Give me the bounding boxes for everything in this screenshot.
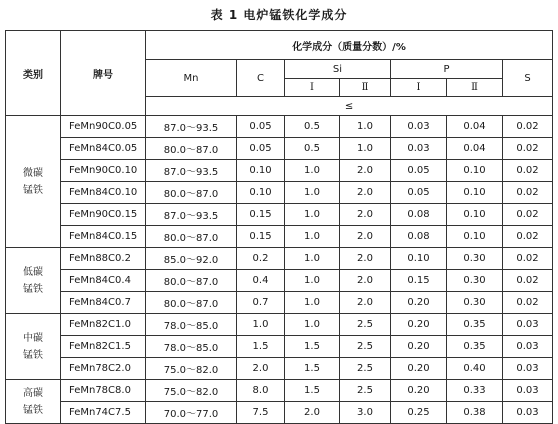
category-cell: 高碳锰铁 — [6, 380, 61, 424]
s-cell: 0.02 — [503, 248, 553, 270]
p2-cell: 0.10 — [447, 182, 503, 204]
grade-cell: FeMn90C0.10 — [61, 160, 146, 182]
header-p-i: Ⅰ — [391, 79, 447, 97]
p1-cell: 0.20 — [391, 292, 447, 314]
p2-cell: 0.04 — [447, 138, 503, 160]
si2-cell: 2.0 — [340, 292, 391, 314]
mn-cell: 80.0～87.0 — [146, 182, 237, 204]
category-cell: 微碳锰铁 — [6, 116, 61, 248]
si1-cell: 1.0 — [285, 204, 340, 226]
si1-cell: 1.0 — [285, 292, 340, 314]
table-body — [6, 116, 553, 424]
c-cell: 2.0 — [237, 358, 285, 380]
c-cell: 0.05 — [237, 116, 285, 138]
mn-cell: 80.0～87.0 — [146, 292, 237, 314]
header-c: C — [237, 60, 285, 97]
si1-cell: 1.5 — [285, 380, 340, 402]
category-cell: 中碳锰铁 — [6, 314, 61, 380]
header-si-i: Ⅰ — [285, 79, 340, 97]
s-cell: 0.02 — [503, 182, 553, 204]
mn-cell: 87.0～93.5 — [146, 116, 237, 138]
si2-cell: 2.5 — [340, 336, 391, 358]
s-cell: 0.03 — [503, 314, 553, 336]
si2-cell: 3.0 — [340, 402, 391, 424]
c-cell: 7.5 — [237, 402, 285, 424]
si1-cell: 1.5 — [285, 336, 340, 358]
grade-cell: FeMn82C1.5 — [61, 336, 146, 358]
si2-cell: 2.0 — [340, 182, 391, 204]
c-cell: 8.0 — [237, 380, 285, 402]
table-caption: 表 1 电炉锰铁化学成分 — [210, 8, 348, 22]
si2-cell: 2.0 — [340, 160, 391, 182]
grade-cell: FeMn78C8.0 — [61, 380, 146, 402]
table-row — [6, 182, 553, 204]
p1-cell: 0.05 — [391, 160, 447, 182]
mn-cell: 80.0～87.0 — [146, 270, 237, 292]
mn-cell: 78.0～85.0 — [146, 336, 237, 358]
s-cell: 0.03 — [503, 358, 553, 380]
mn-cell: 70.0～77.0 — [146, 402, 237, 424]
grade-cell: FeMn82C1.0 — [61, 314, 146, 336]
p1-cell: 0.03 — [391, 116, 447, 138]
mn-cell: 80.0～87.0 — [146, 138, 237, 160]
grade-cell: FeMn84C0.4 — [61, 270, 146, 292]
si1-cell: 1.5 — [285, 358, 340, 380]
header-composition: 化学成分（质量分数）/% — [146, 31, 553, 60]
p1-cell: 0.08 — [391, 204, 447, 226]
c-cell: 1.5 — [237, 336, 285, 358]
si1-cell: 1.0 — [285, 182, 340, 204]
p2-cell: 0.40 — [447, 358, 503, 380]
p1-cell: 0.20 — [391, 358, 447, 380]
si2-cell: 2.0 — [340, 226, 391, 248]
p2-cell: 0.30 — [447, 270, 503, 292]
header-p-ii: Ⅱ — [447, 79, 503, 97]
table-row — [6, 160, 553, 182]
s-cell: 0.02 — [503, 292, 553, 314]
p1-cell: 0.03 — [391, 138, 447, 160]
s-cell: 0.03 — [503, 380, 553, 402]
table-row — [6, 380, 553, 402]
si1-cell: 0.5 — [285, 116, 340, 138]
table-row — [6, 116, 553, 138]
p1-cell: 0.10 — [391, 248, 447, 270]
si1-cell: 1.0 — [285, 270, 340, 292]
p2-cell: 0.35 — [447, 336, 503, 358]
mn-cell: 75.0～82.0 — [146, 358, 237, 380]
header-si: Si — [285, 60, 391, 79]
p1-cell: 0.25 — [391, 402, 447, 424]
c-cell: 0.2 — [237, 248, 285, 270]
c-cell: 0.10 — [237, 182, 285, 204]
p2-cell: 0.30 — [447, 292, 503, 314]
p2-cell: 0.30 — [447, 248, 503, 270]
category-cell: 低碳锰铁 — [6, 248, 61, 314]
s-cell: 0.02 — [503, 204, 553, 226]
p1-cell: 0.20 — [391, 336, 447, 358]
si2-cell: 2.0 — [340, 270, 391, 292]
header-category: 类别 — [6, 31, 61, 116]
s-cell: 0.02 — [503, 138, 553, 160]
p1-cell: 0.20 — [391, 380, 447, 402]
s-cell: 0.03 — [503, 402, 553, 424]
grade-cell: FeMn74C7.5 — [61, 402, 146, 424]
si2-cell: 2.0 — [340, 204, 391, 226]
header-p: P — [391, 60, 503, 79]
p1-cell: 0.05 — [391, 182, 447, 204]
p2-cell: 0.10 — [447, 226, 503, 248]
p2-cell: 0.38 — [447, 402, 503, 424]
p2-cell: 0.35 — [447, 314, 503, 336]
table-row — [6, 248, 553, 270]
table-row — [6, 204, 553, 226]
si1-cell: 1.0 — [285, 160, 340, 182]
s-cell: 0.02 — [503, 116, 553, 138]
mn-cell: 87.0～93.5 — [146, 204, 237, 226]
grade-cell: FeMn90C0.15 — [61, 204, 146, 226]
c-cell: 0.7 — [237, 292, 285, 314]
grade-cell: FeMn90C0.05 — [61, 116, 146, 138]
p2-cell: 0.10 — [447, 204, 503, 226]
header-s: S — [503, 60, 553, 97]
s-cell: 0.02 — [503, 270, 553, 292]
mn-cell: 75.0～82.0 — [146, 380, 237, 402]
header-mn: Mn — [146, 60, 237, 97]
s-cell: 0.02 — [503, 226, 553, 248]
si2-cell: 2.5 — [340, 314, 391, 336]
table-header — [6, 31, 553, 116]
table-row — [6, 358, 553, 380]
s-cell: 0.03 — [503, 336, 553, 358]
mn-cell: 80.0～87.0 — [146, 226, 237, 248]
si1-cell: 1.0 — [285, 226, 340, 248]
table-row — [6, 336, 553, 358]
grade-cell: FeMn84C0.05 — [61, 138, 146, 160]
p2-cell: 0.33 — [447, 380, 503, 402]
grade-cell: FeMn88C0.2 — [61, 248, 146, 270]
table-row — [6, 270, 553, 292]
grade-cell: FeMn78C2.0 — [61, 358, 146, 380]
si2-cell: 1.0 — [340, 116, 391, 138]
table-row — [6, 138, 553, 160]
c-cell: 0.10 — [237, 160, 285, 182]
grade-cell: FeMn84C0.15 — [61, 226, 146, 248]
mn-cell: 85.0～92.0 — [146, 248, 237, 270]
grade-cell: FeMn84C0.7 — [61, 292, 146, 314]
table-row — [6, 292, 553, 314]
si2-cell: 2.5 — [340, 380, 391, 402]
grade-cell: FeMn84C0.10 — [61, 182, 146, 204]
p1-cell: 0.15 — [391, 270, 447, 292]
p1-cell: 0.08 — [391, 226, 447, 248]
s-cell: 0.02 — [503, 160, 553, 182]
c-cell: 0.4 — [237, 270, 285, 292]
p1-cell: 0.20 — [391, 314, 447, 336]
mn-cell: 78.0～85.0 — [146, 314, 237, 336]
header-grade: 牌号 — [61, 31, 146, 116]
table-row — [6, 314, 553, 336]
si2-cell: 2.0 — [340, 248, 391, 270]
si1-cell: 1.0 — [285, 248, 340, 270]
c-cell: 0.05 — [237, 138, 285, 160]
c-cell: 0.15 — [237, 204, 285, 226]
table-row — [6, 226, 553, 248]
c-cell: 0.15 — [237, 226, 285, 248]
si1-cell: 0.5 — [285, 138, 340, 160]
si2-cell: 2.5 — [340, 358, 391, 380]
mn-cell: 87.0～93.5 — [146, 160, 237, 182]
si2-cell: 1.0 — [340, 138, 391, 160]
header-le-symbol: ≤ — [146, 97, 553, 116]
composition-table — [5, 30, 553, 424]
si1-cell: 1.0 — [285, 314, 340, 336]
header-si-ii: Ⅱ — [340, 79, 391, 97]
si1-cell: 2.0 — [285, 402, 340, 424]
p2-cell: 0.04 — [447, 116, 503, 138]
c-cell: 1.0 — [237, 314, 285, 336]
p2-cell: 0.10 — [447, 160, 503, 182]
